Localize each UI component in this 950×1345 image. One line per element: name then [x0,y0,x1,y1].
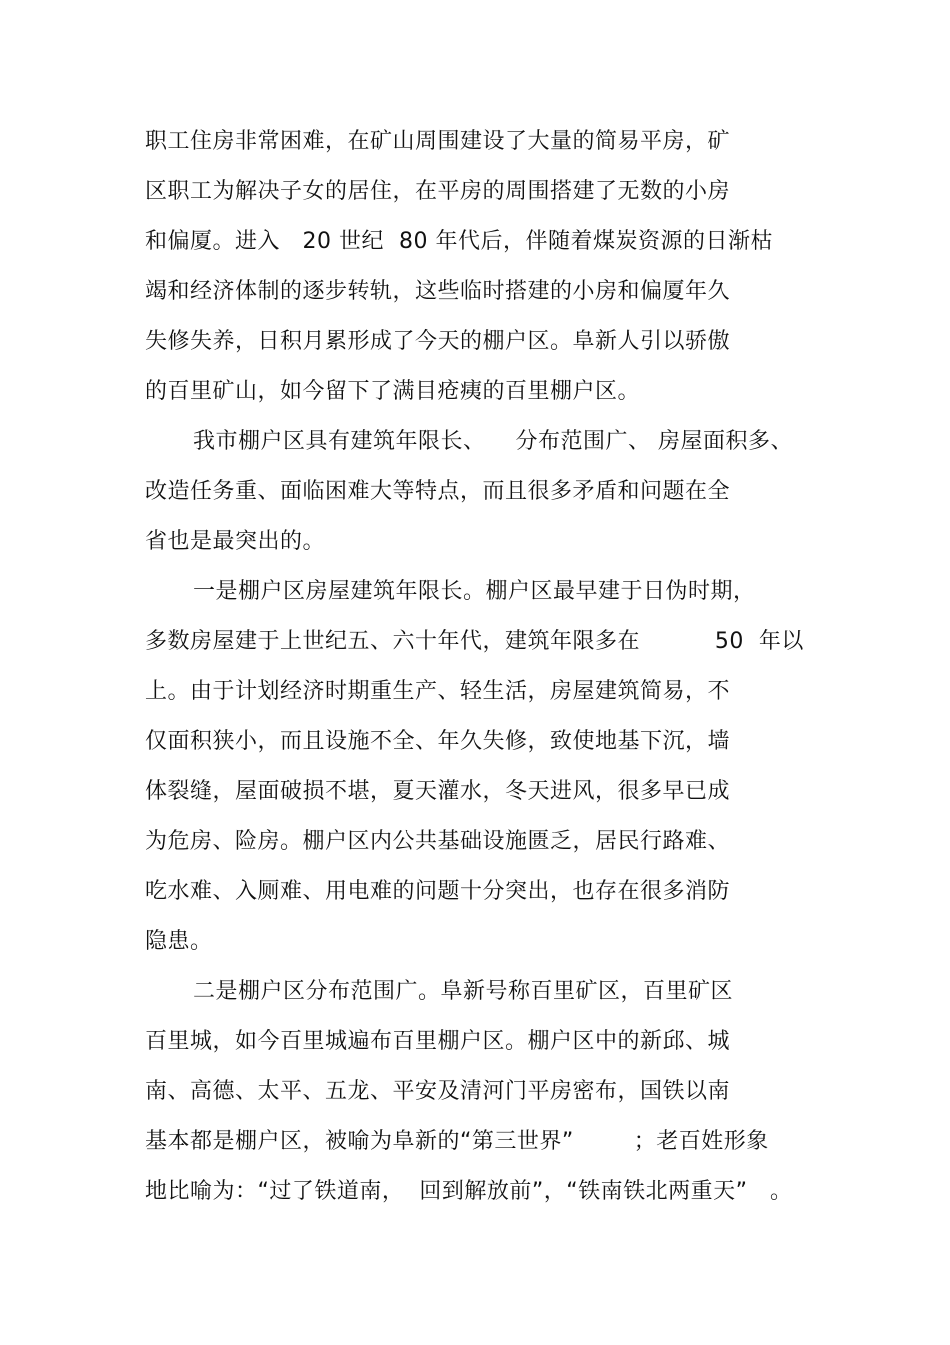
paragraph-first-line: 我市棚户区具有建筑年限长、 分布范围广、 房屋面积多、 [193,429,793,454]
text-line: 改造任务重、面临困难大等特点，而且很多矛盾和问题在全 [145,479,731,504]
text-line: 失修失养，日积月累形成了今天的棚户区。阜新人引以骄傲 [145,329,731,354]
text-line: 基本都是棚户区，被喻为阜新的“第三世界” ；老百姓形象 [145,1129,769,1154]
paragraph-first-line: 二是棚户区分布范围广。阜新号称百里矿区，百里矿区 [193,979,734,1004]
text-line: 体裂缝，屋面破损不堪，夏天灌水，冬天进风，很多早已成 [145,779,731,804]
text-line: 的百里矿山，如今留下了满目疮痍的百里棚户区。 [145,379,641,404]
text-line: 吃水难、入厕难、用电难的问题十分突出，也存在很多消防 [145,879,731,904]
text-line: 南、高德、太平、五龙、平安及清河门平房密布，国铁以南 [145,1079,731,1104]
text-line: 地比喻为：“过了铁道南， 回到解放前”，“铁南铁北两重天” 。 [145,1179,793,1204]
text-line: 竭和经济体制的逐步转轨，这些临时搭建的小房和偏厦年久 [145,279,731,304]
text-line: 百里城，如今百里城遍布百里棚户区。棚户区中的新邱、城 [145,1029,731,1054]
text-line: 多数房屋建于上世纪五、六十年代，建筑年限多在 50 年以 [145,629,804,654]
text-line: 仅面积狭小，而且设施不全、年久失修，致使地基下沉，墙 [145,729,731,754]
text-line: 职工住房非常困难，在矿山周围建设了大量的简易平房，矿 [145,129,731,154]
text-line: 隐患。 [145,929,213,954]
text-line: 为危房、险房。棚户区内公共基础设施匮乏，居民行路难、 [145,829,731,854]
paragraph-first-line: 一是棚户区房屋建筑年限长。棚户区最早建于日伪时期， [193,579,756,604]
text-line: 区职工为解决子女的居住，在平房的周围搭建了无数的小房 [145,179,731,204]
text-line: 省也是最突出的。 [145,529,326,554]
text-line: 上。由于计划经济时期重生产、轻生活，房屋建筑简易，不 [145,679,731,704]
text-line: 和偏厦。进入 20 世纪 80 年代后，伴随着煤炭资源的日渐枯 [145,229,773,254]
